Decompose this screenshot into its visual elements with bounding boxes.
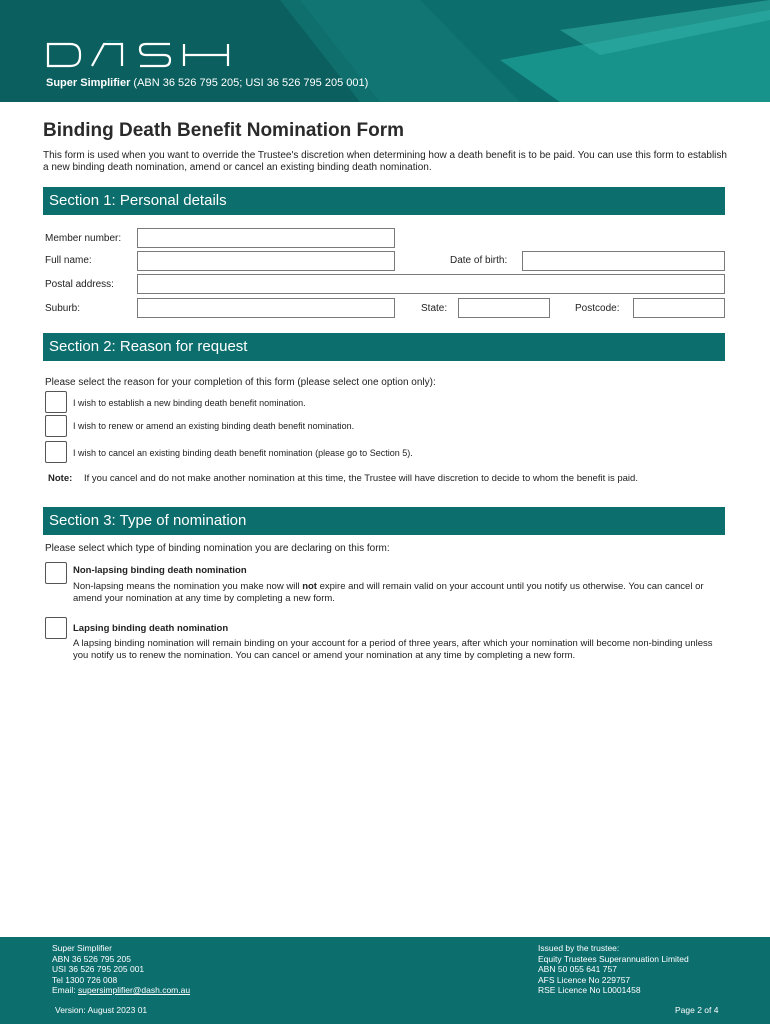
footer-email-line: Email: supersimplifier@dash.com.au	[52, 985, 191, 995]
date-of-birth-field[interactable]	[522, 251, 725, 271]
postcode-label: Postcode:	[575, 303, 620, 314]
postcode-field[interactable]	[633, 298, 725, 318]
footer-trustee-name: Equity Trustees Superannuation Limited	[538, 953, 689, 964]
full-name-field[interactable]	[137, 251, 395, 271]
footer-trustee-abn: ABN 50 055 641 757	[538, 964, 617, 974]
reason-prompt: Please select the reason for your completion of this form (please select one option only):	[45, 377, 436, 388]
footer-fund-details	[52, 943, 190, 996]
form-intro: This form is used when you want to override the Trustee's discretion when determining how a death benefit is to be paid. You can use this form to establish a new binding death nomination, amend or cancel an existing binding death nomination.	[43, 150, 727, 173]
member-number-field[interactable]	[137, 228, 395, 248]
lapsing-description: A lapsing binding nomination will remain binding on your account for a period of three years, after which your nomination will become non-binding unless you notify us to renew the nomination. You can cancel or amend your nomination at any time by completing a new form.	[73, 638, 713, 661]
reason-cancel-label: I wish to cancel an existing binding death benefit nomination (please go to Section 5).	[73, 448, 413, 458]
footer-tel: Tel 1300 726 008	[52, 974, 118, 985]
lapsing-checkbox[interactable]	[45, 617, 67, 639]
suburb-field[interactable]	[137, 298, 395, 318]
footer-usi: USI 36 526 795 205 001	[52, 964, 145, 974]
full-name-label: Full name:	[45, 255, 92, 266]
footer-email-link[interactable]: supersimplifier@dash.com.au	[77, 985, 191, 995]
reason-establish-checkbox[interactable]	[45, 391, 67, 413]
footer-trustee-details	[538, 943, 689, 996]
postal-address-field[interactable]	[137, 274, 725, 294]
version-label: Version: August 2023 01	[55, 1005, 148, 1015]
nonlapsing-checkbox[interactable]	[45, 562, 67, 584]
reason-cancel-checkbox[interactable]	[45, 441, 67, 463]
footer-abn: ABN 36 526 795 205	[52, 953, 131, 964]
footer-afs-licence: AFS Licence No 229757	[538, 974, 631, 985]
state-field[interactable]	[458, 298, 550, 318]
date-of-birth-label: Date of birth:	[450, 255, 508, 266]
reason-renew-label: I wish to renew or amend an existing binding death benefit nomination.	[73, 421, 355, 431]
postal-address-label: Postal address:	[45, 279, 114, 290]
section-2-header: Section 2: Reason for request	[43, 333, 725, 361]
cancel-note	[48, 473, 728, 485]
lapsing-title: Lapsing binding death nomination	[73, 623, 229, 634]
footer-product: Super Simplifier	[52, 943, 112, 953]
dash-logo	[46, 40, 231, 70]
header-subtitle: Super Simplifier (ABN 36 526 795 205; USI 36 526 795 205 001)	[46, 77, 369, 89]
footer-rse-licence: RSE Licence No L0001458	[538, 985, 641, 995]
suburb-label: Suburb:	[45, 303, 81, 314]
nonlapsing-title: Non-lapsing binding death nomination	[73, 565, 247, 576]
form-title: Binding Death Benefit Nomination Form	[43, 120, 404, 141]
note-label: Note:	[48, 473, 73, 484]
reason-renew-checkbox[interactable]	[45, 415, 67, 437]
type-prompt: Please select which type of binding nomination you are declaring on this form:	[45, 543, 390, 554]
header-banner	[0, 0, 770, 102]
section-3-header: Section 3: Type of nomination	[43, 507, 725, 535]
footer	[0, 937, 770, 1024]
section-1-header: Section 1: Personal details	[43, 187, 725, 215]
footer-issued-by: Issued by the trustee:	[538, 943, 620, 953]
nonlapsing-description: Non-lapsing means the nomination you make now will not expire and will remain valid on your account until you notify us otherwise. You can cancel or amend your nomination at any time by completing a new form.	[73, 581, 704, 604]
reason-establish-label: I wish to establish a new binding death benefit nomination.	[73, 398, 306, 408]
page-number: Page 2 of 4	[675, 1005, 719, 1015]
state-label: State:	[421, 303, 448, 314]
member-number-label: Member number:	[45, 233, 122, 244]
note-text: If you cancel and do not make another nomination at this time, the Trustee will have discretion to decide to whom the benefit is paid.	[84, 473, 638, 484]
